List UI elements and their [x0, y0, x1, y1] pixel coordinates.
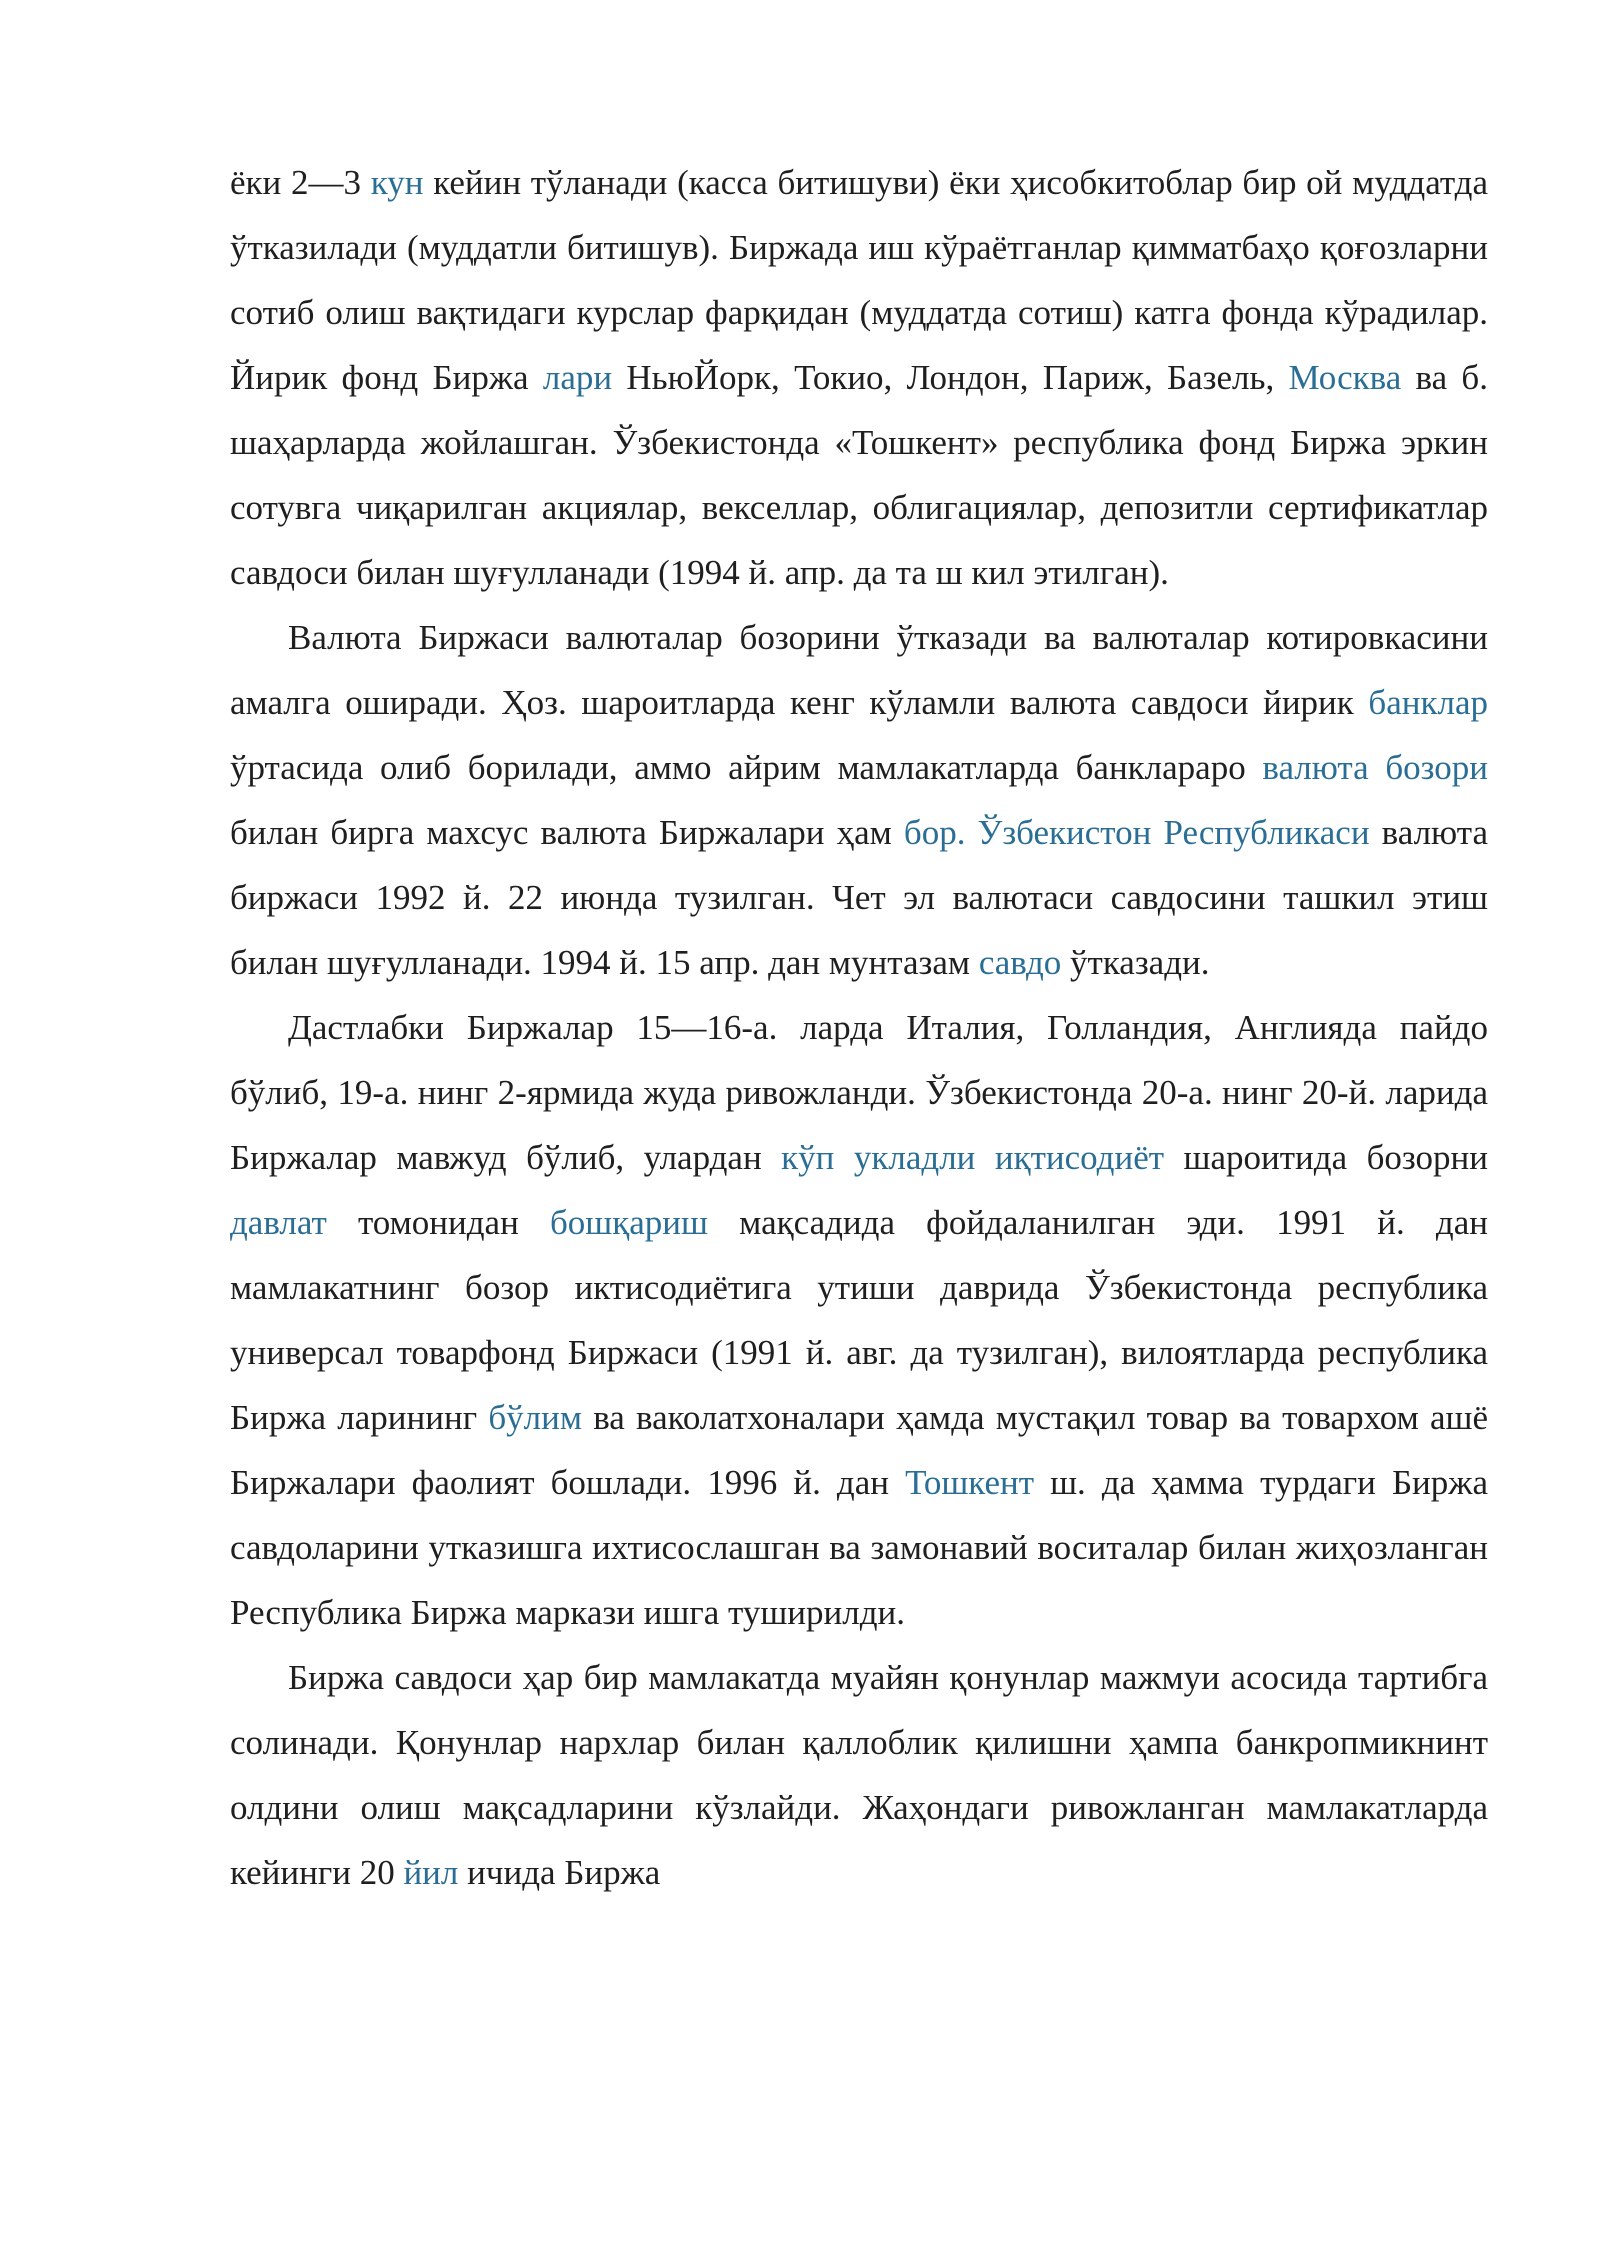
paragraph-text: НьюЙорк, Токио, Лондон, Париж, Базель, — [612, 358, 1289, 397]
paragraph-4 — [230, 1645, 1488, 1905]
paragraph-text: Биржа савдоси ҳар бир мамлакатда муайян қонунлар мажмуи асосида тартибга солинади. Қонунлар нархлар билан қаллоблик қилишни ҳампа банкропмикнинт олдини олиш мақсадларини кўзлайди. Жаҳондаги ривожланган мамлакатларда кейинги 20 — [230, 1658, 1488, 1892]
document-body — [230, 150, 1488, 1905]
paragraph-text: ва б. шаҳарларда жойлашган. Ўзбекистонда «Тошкент» республика фонд Биржа эркин сотувга чиқарилган акциялар, векселлар, облигациялар, депозитли сертификатлар савдоси билан шуғулланади (1994 й. апр. да та ш кил этилган). — [230, 358, 1488, 592]
paragraph-text: ш. да ҳамма турдаги Биржа савдоларини утказишга ихтисослашган ва замонавий воситалар билан жиҳозланган Республика Биржа маркази ишга туширилди. — [230, 1463, 1489, 1632]
paragraph-text: ва ваколатхоналари ҳамда мустақил товар ва товархом ашё Биржалари фаолият бошлади. 1996 й. дан — [230, 1398, 1488, 1502]
hyperlink[interactable]: лари — [542, 358, 613, 397]
paragraph-text: билан бирга махсус валюта Биржалари ҳам — [230, 813, 904, 852]
hyperlink[interactable]: Москва — [1288, 358, 1402, 397]
hyperlink[interactable]: йил — [403, 1853, 459, 1892]
paragraph-text: шароитида бозорни — [1164, 1138, 1488, 1177]
hyperlink[interactable]: Тошкент — [905, 1463, 1035, 1502]
paragraph-text: ўтказади. — [1061, 943, 1210, 982]
hyperlink[interactable]: кўп укладли иқтисодиёт — [781, 1138, 1165, 1177]
paragraph-text: валюта биржаси 1992 й. 22 июнда тузилган. Чет эл валютаси савдосини ташкил этиш билан шуғулланади. 1994 й. 15 апр. дан мунтазам — [230, 813, 1488, 982]
paragraph-text: Дастлабки Биржалар 15—16-а. ларда Италия, Голландия, Англияда пайдо бўлиб, 19-а. нинг 2-ярмида жуда ривожланди. Ўзбекистонда 20-а. нинг 20-й. ларида Биржалар мавжуд бўлиб, улардан — [230, 1008, 1488, 1177]
paragraph-text: томонидан — [326, 1203, 550, 1242]
paragraph-text: Валюта Биржаси валюталар бозорини ўтказади ва валюталар котировкасини амалга оширади. Ҳоз. шароитларда кенг кўламли валюта савдоси йирик — [230, 618, 1488, 722]
hyperlink[interactable]: бўлим — [488, 1398, 582, 1437]
paragraph-3 — [230, 995, 1488, 1645]
hyperlink[interactable]: кун — [370, 163, 424, 202]
hyperlink[interactable]: банклар — [1368, 683, 1488, 722]
hyperlink[interactable]: давлат — [230, 1203, 327, 1242]
paragraph-text: мақсадида фойдаланилган эди. 1991 й. дан мамлакатнинг бозор иктисодиётига утиши даврида Ўзбекистонда республика универсал товарфонд Биржаси (1991 й. авг. да тузилган), вилоятларда республика Биржа ларининг — [230, 1203, 1488, 1437]
hyperlink[interactable]: бор. Ўзбекистон Республикаси — [903, 813, 1370, 852]
paragraph-text: ёки 2—3 — [230, 163, 371, 202]
hyperlink[interactable]: бошқариш — [550, 1203, 708, 1242]
hyperlink[interactable]: савдо — [978, 943, 1062, 982]
paragraph-2 — [230, 605, 1488, 995]
paragraph-text: кейин тўланади (касса битишуви) ёки ҳисобкитоблар бир ой муддатда ўтказилади (муддатли битишув). Биржада иш кўраётганлар қимматбаҳо қоғозларни сотиб олиш вақтидаги курслар фарқидан (муддатда сотиш) катга фонда кўрадилар. Йирик фонд Биржа — [230, 163, 1488, 397]
paragraph-text: ичида Биржа — [458, 1853, 661, 1892]
paragraph-1 — [230, 150, 1488, 605]
paragraph-text: ўртасида олиб борилади, аммо айрим мамлакатларда банклараро — [230, 748, 1263, 787]
hyperlink[interactable]: валюта бозори — [1262, 748, 1488, 787]
